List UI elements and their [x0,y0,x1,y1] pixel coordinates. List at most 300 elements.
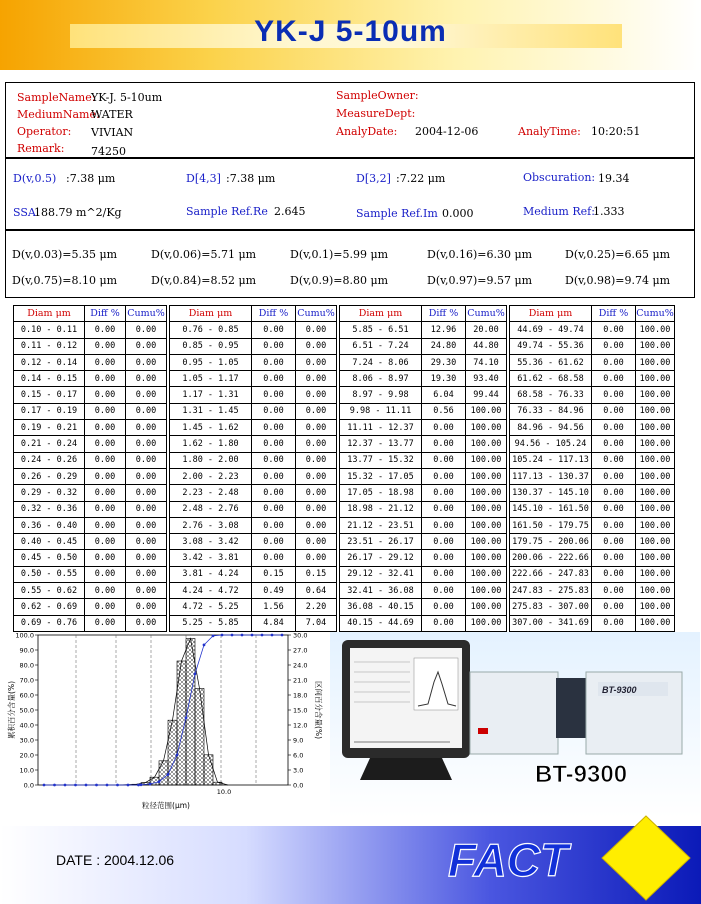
diff-cell: 0.00 [592,420,636,436]
cumu-cell: 100.00 [636,583,675,599]
cumu-cell: 0.00 [126,615,167,631]
cumu-cell: 0.00 [126,420,167,436]
cumulative-point [74,784,77,787]
diff-cell: 0.00 [592,387,636,403]
diff-cell: 0.00 [85,583,126,599]
table-row [14,485,675,501]
diam-header: Diam μm [14,306,85,322]
report-date: DATE : 2004.12.06 [56,852,175,868]
analyzer-power-light [478,728,488,734]
diam-cell: 0.50 - 0.55 [14,566,85,582]
diam-cell: 21.12 - 23.51 [340,517,422,533]
cumu-cell: 2.20 [296,599,337,615]
cumu-cell: 0.00 [296,387,337,403]
cumu-cell: 74.10 [466,354,507,370]
table-row [14,599,675,615]
percentile-dv01: D(v,0.1)=5.99 μm [290,248,389,261]
diam-cell: 1.05 - 1.17 [170,371,252,387]
analy-time-label: AnalyTime: [518,125,581,138]
diff-cell: 0.00 [592,371,636,387]
cumu-cell: 100.00 [466,436,507,452]
cumu-cell: 0.15 [296,566,337,582]
diff-cell: 0.00 [422,615,466,631]
diff-cell: 0.00 [592,403,636,419]
diam-cell: 68.58 - 76.33 [510,387,592,403]
cumu-cell: 0.00 [126,436,167,452]
y-right-tick-label: 21.0 [293,676,308,685]
instrument-illustration [330,632,700,818]
cumulative-point [281,634,284,637]
diff-cell: 0.00 [252,354,296,370]
analyzer-left-unit [470,672,558,754]
cumulative-point [158,780,161,783]
cumu-cell: 0.00 [296,485,337,501]
table-row [14,501,675,517]
diam-cell: 275.83 - 307.00 [510,599,592,615]
diff-cell: 0.00 [85,403,126,419]
monitor-panel [414,658,458,710]
diff-cell: 0.00 [252,534,296,550]
cumulative-point [116,784,119,787]
cumulative-point [261,634,264,637]
cumu-cell: 100.00 [466,583,507,599]
cumulative-point [194,672,197,675]
cumu-cell: 0.00 [296,501,337,517]
cumu-cell: 100.00 [466,517,507,533]
diam-cell: 1.31 - 1.45 [170,403,252,419]
diam-cell: 0.76 - 0.85 [170,322,252,338]
cumu-cell: 100.00 [636,452,675,468]
table-row [14,338,675,354]
diam-cell: 0.17 - 0.19 [14,403,85,419]
cumulative-point [167,773,170,776]
table-row [14,371,675,387]
y-right-tick-label: 6.0 [293,751,304,760]
diff-cell: 0.00 [592,452,636,468]
diam-cell: 13.77 - 15.32 [340,452,422,468]
diff-cell: 0.00 [592,338,636,354]
table-row [14,420,675,436]
diam-cell: 200.06 - 222.66 [510,550,592,566]
diff-cell: 0.00 [252,550,296,566]
table-row [14,403,675,419]
cumu-cell: 0.00 [126,534,167,550]
y-right-tick-label: 0.0 [293,781,304,790]
cumu-cell: 0.00 [126,338,167,354]
y-right-tick-label: 3.0 [293,766,304,775]
diff-cell: 0.00 [592,615,636,631]
diff-cell: 12.96 [422,322,466,338]
operator-value: VIVIAN [91,126,134,139]
diam-cell: 94.56 - 105.24 [510,436,592,452]
diam-cell: 17.05 - 18.98 [340,485,422,501]
diff-cell: 0.00 [422,452,466,468]
diff-cell: 0.00 [252,387,296,403]
remark-label: Remark: [17,142,65,155]
distribution-bar [213,782,222,785]
cumu-cell: 0.00 [126,583,167,599]
distribution-chart [6,630,323,815]
y-left-tick-label: 50.0 [19,706,34,715]
cumu-cell: 44.80 [466,338,507,354]
sample-name-value: YK-J. 5-10um [91,91,163,104]
percentiles-box [5,230,695,298]
diam-header: Diam μm [170,306,252,322]
table-row [14,387,675,403]
diam-cell: 2.00 - 2.23 [170,468,252,484]
diam-cell: 2.48 - 2.76 [170,501,252,517]
y-left-axis-label: 累积百分含量(%) [7,681,16,739]
diam-cell: 1.45 - 1.62 [170,420,252,436]
diff-cell: 0.00 [85,599,126,615]
cumu-cell: 0.00 [296,371,337,387]
diam-cell: 0.29 - 0.32 [14,485,85,501]
cumulative-point [64,784,67,787]
sample-ref-re-value: 2.645 [274,205,306,218]
cumu-cell: 0.64 [296,583,337,599]
cumu-cell: 100.00 [466,485,507,501]
cumulative-point [221,634,224,637]
d43-label: D[4,3] [186,172,221,185]
cumu-cell: 100.00 [636,468,675,484]
diam-cell: 1.17 - 1.31 [170,387,252,403]
cumu-cell: 100.00 [636,387,675,403]
cumu-cell: 100.00 [636,615,675,631]
diff-cell: 0.00 [592,501,636,517]
y-right-tick-label: 24.0 [293,661,308,670]
sample-ref-im-label: Sample Ref.Im [356,207,438,220]
table-row [14,436,675,452]
instrument-photo [330,632,700,818]
cumulative-point [127,784,130,787]
diff-cell: 0.00 [252,501,296,517]
diff-cell: 6.04 [422,387,466,403]
percentile-dv016: D(v,0.16)=6.30 μm [427,248,533,261]
diff-cell: 0.00 [592,517,636,533]
diff-cell: 0.00 [85,615,126,631]
diff-cell: 0.00 [252,485,296,501]
diff-cell: 0.00 [592,534,636,550]
diff-cell: 0.00 [592,583,636,599]
cumu-cell: 100.00 [466,534,507,550]
diam-cell: 0.32 - 0.36 [14,501,85,517]
sample-ref-re-label: Sample Ref.Re [186,205,268,218]
distribution-bar [195,689,204,786]
diam-cell: 76.33 - 84.96 [510,403,592,419]
diam-cell: 0.85 - 0.95 [170,338,252,354]
cumulative-point [241,634,244,637]
cumu-cell: 100.00 [636,322,675,338]
diff-cell: 0.00 [85,452,126,468]
d32-label: D[3,2] [356,172,391,185]
diff-cell: 0.00 [592,566,636,582]
diff-cell: 0.00 [422,566,466,582]
diff-cell: 0.00 [85,501,126,517]
diff-header: Diff % [252,306,296,322]
cumu-cell: 0.00 [126,387,167,403]
dv05-label: D(v,0.5) [13,172,57,185]
cumu-cell: 0.00 [296,338,337,354]
cumu-cell: 100.00 [466,550,507,566]
x-tick-label: 10.0 [216,788,232,796]
diff-cell: 1.56 [252,599,296,615]
diam-cell: 0.62 - 0.69 [14,599,85,615]
operator-label: Operator: [17,125,72,138]
cumu-cell: 0.00 [296,517,337,533]
cumu-cell: 0.00 [296,436,337,452]
cumu-cell: 100.00 [636,566,675,582]
diam-cell: 8.97 - 9.98 [340,387,422,403]
diam-cell: 145.10 - 161.50 [510,501,592,517]
diff-cell: 0.00 [422,485,466,501]
percentile-dv025: D(v,0.25)=6.65 μm [565,248,671,261]
cumu-cell: 0.00 [296,354,337,370]
y-left-tick-label: 30.0 [19,736,34,745]
diff-cell: 0.00 [85,468,126,484]
cumu-cell: 20.00 [466,322,507,338]
diff-cell: 0.00 [592,322,636,338]
diam-cell: 222.66 - 247.83 [510,566,592,582]
table-row [14,615,675,631]
diam-cell: 247.83 - 275.83 [510,583,592,599]
diam-cell: 1.62 - 1.80 [170,436,252,452]
cumu-cell: 0.00 [126,485,167,501]
diam-cell: 0.11 - 0.12 [14,338,85,354]
diff-cell: 0.00 [85,420,126,436]
medium-name-label: MediumName: [17,108,100,121]
diam-cell: 36.08 - 40.15 [340,599,422,615]
diam-cell: 5.25 - 5.85 [170,615,252,631]
cumulative-point [106,784,109,787]
y-right-tick-label: 27.0 [293,646,308,655]
diam-cell: 0.15 - 0.17 [14,387,85,403]
distribution-bar [204,755,213,785]
y-left-tick-label: 40.0 [19,721,34,730]
y-left-tick-label: 60.0 [19,691,34,700]
diam-cell: 11.11 - 12.37 [340,420,422,436]
diam-cell: 7.24 - 8.06 [340,354,422,370]
cumu-cell: 100.00 [636,354,675,370]
cumu-cell: 100.00 [466,599,507,615]
cumu-header: Cumu% [636,306,675,322]
diam-cell: 105.24 - 117.13 [510,452,592,468]
table-row [14,322,675,338]
diam-header: Diam μm [340,306,422,322]
table-row [14,534,675,550]
diam-cell: 0.95 - 1.05 [170,354,252,370]
fact-logo: FACT [448,834,569,886]
diff-cell: 0.00 [85,485,126,501]
diam-cell: 84.96 - 94.56 [510,420,592,436]
diff-cell: 29.30 [422,354,466,370]
diam-cell: 5.85 - 6.51 [340,322,422,338]
diff-cell: 0.56 [422,403,466,419]
cumu-cell: 0.00 [296,534,337,550]
diam-cell: 0.19 - 0.21 [14,420,85,436]
percentile-dv006: D(v,0.06)=5.71 μm [151,248,257,261]
diff-cell: 0.00 [252,468,296,484]
diff-cell: 0.00 [592,468,636,484]
diff-cell: 0.00 [85,387,126,403]
cumu-header: Cumu% [126,306,167,322]
cumu-cell: 0.00 [126,599,167,615]
diam-cell: 32.41 - 36.08 [340,583,422,599]
diff-cell: 0.00 [252,452,296,468]
distribution-table [13,305,675,632]
cumulative-point [43,784,46,787]
cumulative-point [271,634,274,637]
ssa-label: SSA [13,206,36,219]
cumu-cell: 100.00 [466,615,507,631]
diam-cell: 0.69 - 0.76 [14,615,85,631]
diam-cell: 0.10 - 0.11 [14,322,85,338]
diam-cell: 4.24 - 4.72 [170,583,252,599]
dv05-value: :7.38 μm [66,172,116,185]
y-right-axis-label: 区间百分含量(%) [314,681,323,739]
table-row [14,566,675,582]
diam-cell: 0.45 - 0.50 [14,550,85,566]
percentile-dv003: D(v,0.03)=5.35 μm [12,248,118,261]
diff-cell: 0.00 [592,354,636,370]
analyzer-middle-unit [556,678,588,738]
diff-cell: 0.00 [252,338,296,354]
footer-logo-area [440,826,701,904]
diam-cell: 55.36 - 61.62 [510,354,592,370]
x-axis-label: 粒径范围(μm) [142,801,190,810]
diff-cell: 0.00 [85,322,126,338]
diam-cell: 29.12 - 32.41 [340,566,422,582]
y-left-tick-label: 70.0 [19,676,34,685]
cumu-cell: 100.00 [636,599,675,615]
y-left-tick-label: 90.0 [19,646,34,655]
cumu-cell: 0.00 [296,468,337,484]
diam-cell: 3.08 - 3.42 [170,534,252,550]
diam-cell: 130.37 - 145.10 [510,485,592,501]
diff-cell: 0.00 [422,583,466,599]
cumulative-point [85,784,88,787]
cumulative-point [203,644,206,647]
percentile-dv09: D(v,0.9)=8.80 μm [290,274,389,287]
diam-cell: 2.23 - 2.48 [170,485,252,501]
diff-cell: 0.00 [252,436,296,452]
cumu-cell: 0.00 [126,322,167,338]
diam-cell: 44.69 - 49.74 [510,322,592,338]
cumu-cell: 100.00 [636,534,675,550]
y-left-tick-label: 0.0 [23,781,34,790]
page-title: YK-J 5-10um [254,15,447,48]
distribution-bar [168,720,177,785]
d43-value: :7.38 μm [226,172,276,185]
cumu-cell: 100.00 [466,420,507,436]
diam-cell: 2.76 - 3.08 [170,517,252,533]
sample-info-box [5,82,695,158]
cumu-cell: 100.00 [636,338,675,354]
cumu-cell: 0.00 [126,468,167,484]
cumu-cell: 0.00 [296,452,337,468]
measure-dept-label: MeasureDept: [336,107,416,120]
diam-cell: 117.13 - 130.37 [510,468,592,484]
cumu-cell: 100.00 [636,517,675,533]
y-right-tick-label: 18.0 [293,691,308,700]
cumu-cell: 93.40 [466,371,507,387]
diff-cell: 0.00 [252,517,296,533]
diam-cell: 12.37 - 13.77 [340,436,422,452]
diam-cell: 0.14 - 0.15 [14,371,85,387]
cumulative-point [231,634,234,637]
y-right-tick-label: 9.0 [293,736,304,745]
distribution-chart-svg [6,630,323,815]
diff-header: Diff % [592,306,636,322]
cumu-cell: 7.04 [296,615,337,631]
diam-cell: 15.32 - 17.05 [340,468,422,484]
diam-cell: 3.42 - 3.81 [170,550,252,566]
analy-time-value: 10:20:51 [591,125,641,138]
diff-header: Diff % [422,306,466,322]
ssa-value: 188.79 m^2/Kg [34,206,122,219]
cumulative-point [140,783,143,786]
analy-date-value: 2004-12-06 [415,125,479,138]
cumu-cell: 100.00 [636,371,675,387]
cumu-cell: 0.00 [296,550,337,566]
monitor-stand [360,758,452,780]
cumu-cell: 0.00 [126,566,167,582]
diff-cell: 0.00 [592,599,636,615]
diff-cell: 4.84 [252,615,296,631]
cumu-cell: 0.00 [296,403,337,419]
medium-ref-value: 1.333 [593,205,625,218]
cumulative-point [176,754,179,757]
cumu-cell: 100.00 [466,501,507,517]
d32-value: :7.22 μm [396,172,446,185]
cumu-cell: 100.00 [466,566,507,582]
diff-cell: 0.00 [592,436,636,452]
percentile-dv075: D(v,0.75)=8.10 μm [12,274,118,287]
table-row [14,550,675,566]
diff-cell: 0.00 [592,485,636,501]
y-right-tick-label: 12.0 [293,721,308,730]
diff-cell: 0.00 [252,371,296,387]
diff-cell: 0.00 [422,501,466,517]
diff-cell: 0.00 [422,420,466,436]
diam-cell: 0.36 - 0.40 [14,517,85,533]
cumu-cell: 100.00 [636,420,675,436]
cumulative-point [137,784,140,787]
table-row [14,517,675,533]
diam-cell: 8.06 - 8.97 [340,371,422,387]
sample-name-label: SampleName: [17,91,96,104]
diam-cell: 4.72 - 5.25 [170,599,252,615]
cumulative-point [149,783,152,786]
diff-cell: 0.00 [422,534,466,550]
diam-cell: 9.98 - 11.11 [340,403,422,419]
y-right-tick-label: 15.0 [293,706,308,715]
percentile-dv084: D(v,0.84)=8.52 μm [151,274,257,287]
cumu-cell: 0.00 [296,322,337,338]
medium-name-value: WATER [91,108,133,121]
results-box [5,158,695,230]
cumu-cell: 0.00 [126,452,167,468]
diam-cell: 23.51 - 26.17 [340,534,422,550]
table-header-row [14,306,675,322]
diff-cell: 0.00 [252,322,296,338]
table-row [14,354,675,370]
diam-cell: 18.98 - 21.12 [340,501,422,517]
sample-owner-label: SampleOwner: [336,89,419,102]
cumu-cell: 0.00 [126,403,167,419]
diff-cell: 0.00 [85,566,126,582]
diam-cell: 0.12 - 0.14 [14,354,85,370]
diff-cell: 0.00 [252,403,296,419]
